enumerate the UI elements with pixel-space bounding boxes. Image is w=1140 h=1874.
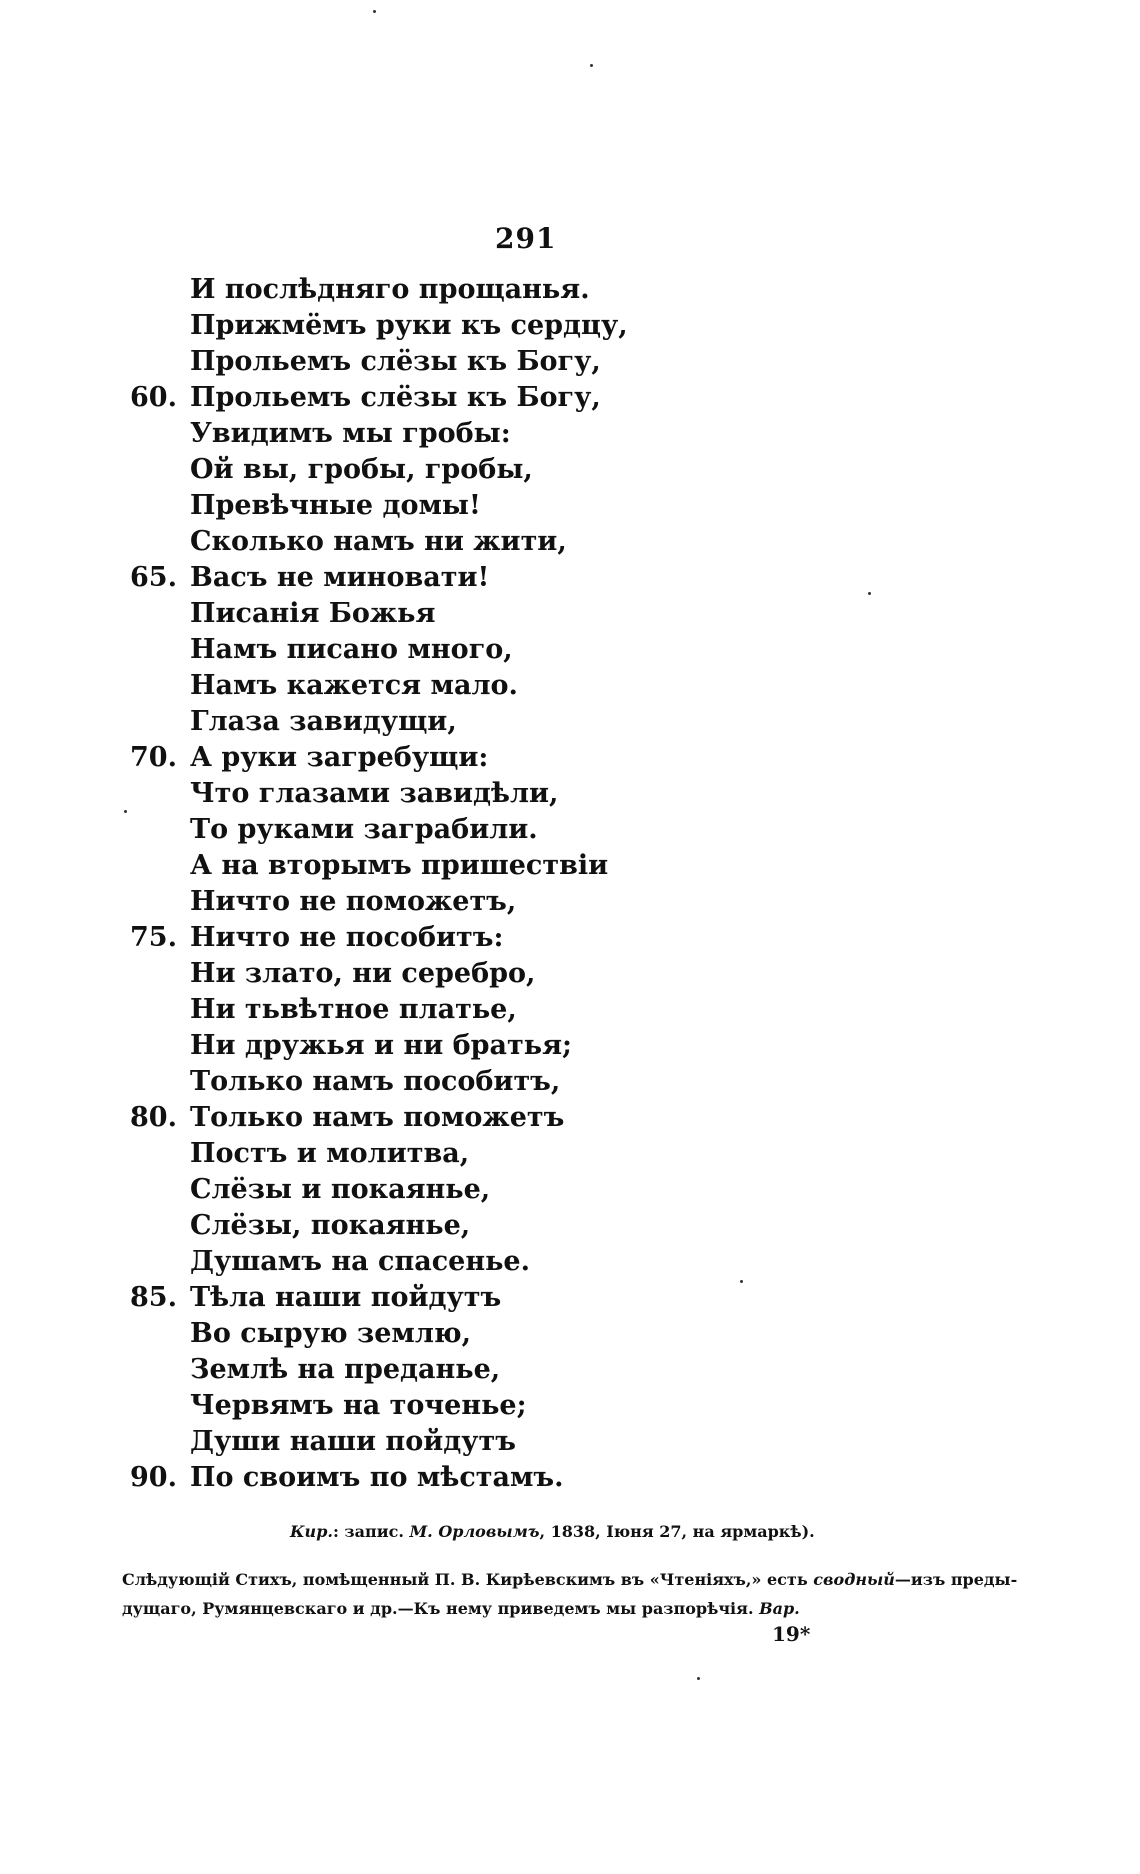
poem-line [130, 776, 730, 812]
line-number: 75. [130, 922, 177, 953]
source-citation [290, 1522, 815, 1541]
note-line-2-part-b: Вар. [759, 1599, 800, 1618]
note-line-2 [122, 1594, 922, 1623]
poem-line [130, 416, 730, 452]
line-text: Васъ не миновати! [190, 562, 490, 593]
poem-line [130, 1316, 730, 1352]
line-text: Ничто не пособитъ: [190, 922, 504, 953]
line-text: Только намъ пособитъ, [190, 1066, 561, 1097]
scan-speck [740, 1280, 743, 1283]
scan-speck [373, 10, 376, 13]
poem-line [130, 380, 730, 416]
poem-line [130, 920, 730, 956]
poem-line [130, 668, 730, 704]
source-abbreviation: Кир. [290, 1522, 333, 1541]
poem-line [130, 740, 730, 776]
line-text: Прижмёмъ руки къ сердцу, [190, 310, 628, 341]
note-line-1-part-c: —изъ преды- [894, 1570, 1018, 1589]
poem-line [130, 1208, 730, 1244]
line-text: А руки загребущи: [190, 742, 489, 773]
line-text: Во сырую землю, [190, 1318, 471, 1349]
scan-speck [124, 810, 127, 813]
line-text: Что глазами завидѣли, [190, 778, 559, 809]
signature-mark: 19* [772, 1622, 811, 1646]
poem-line [130, 992, 730, 1028]
scan-speck [868, 592, 871, 595]
note-line-1-part-a: Слѣдующій Стихъ, помѣщенный П. В. Кирѣевскимъ въ «Чтеніяхъ,» есть [122, 1570, 814, 1589]
poem-line [130, 524, 730, 560]
poem-line [130, 1064, 730, 1100]
poem-line [130, 1244, 730, 1280]
poem-line [130, 1424, 730, 1460]
line-text: Сколько намъ ни жити, [190, 526, 567, 557]
line-number: 70. [130, 742, 177, 773]
line-text: Червямъ на точенье; [190, 1390, 527, 1421]
line-text: Глаза завидущи, [190, 706, 457, 737]
line-text: Ни тьвѣтное платье, [190, 994, 517, 1025]
line-text: Ничто не поможетъ, [190, 886, 517, 917]
line-text: Ой вы, гробы, гробы, [190, 454, 533, 485]
poem-line [130, 1388, 730, 1424]
scan-speck [697, 1677, 700, 1680]
page-number: 291 [495, 222, 557, 255]
poem-line [130, 884, 730, 920]
line-text: Землѣ на преданье, [190, 1354, 501, 1385]
line-text: Постъ и молитва, [190, 1138, 470, 1169]
line-number: 90. [130, 1462, 177, 1493]
line-text: Прольемъ слёзы къ Богу, [190, 346, 601, 377]
line-text: По своимъ по мѣстамъ. [190, 1462, 564, 1493]
line-text: Слёзы и покаянье, [190, 1174, 491, 1205]
scan-speck [590, 64, 593, 67]
line-number: 80. [130, 1102, 177, 1133]
poem-line [130, 1028, 730, 1064]
line-text: Намъ кажется мало. [190, 670, 518, 701]
poem-line [130, 1280, 730, 1316]
editorial-note [122, 1565, 1018, 1623]
source-text-1: : запис. [332, 1522, 410, 1541]
poem-line [130, 272, 730, 308]
poem-line [130, 704, 730, 740]
poem-line [130, 848, 730, 884]
line-text: Прольемъ слёзы къ Богу, [190, 382, 601, 413]
source-text-2: , 1838, Іюня 27, на ярмаркѣ). [539, 1522, 815, 1541]
poem-line [130, 1100, 730, 1136]
poem-line [130, 812, 730, 848]
note-line-1 [122, 1565, 1018, 1594]
line-text: То руками заграбили. [190, 814, 538, 845]
line-text: Слёзы, покаянье, [190, 1210, 471, 1241]
poem-line [130, 488, 730, 524]
source-recorder: М. Орловымъ [409, 1522, 540, 1541]
poem-line [130, 344, 730, 380]
poem-line [130, 956, 730, 992]
note-line-1-part-b: сводный [813, 1570, 895, 1589]
poem-line [130, 632, 730, 668]
line-text: Превѣчные домы! [190, 490, 481, 521]
line-text: Ни дружья и ни братья; [190, 1030, 572, 1061]
line-text: Ни злато, ни серебро, [190, 958, 536, 989]
poem-text [130, 272, 730, 1496]
poem-line [130, 1136, 730, 1172]
line-text: Писанія Божья [190, 598, 436, 629]
poem-line [130, 1172, 730, 1208]
poem-line [130, 452, 730, 488]
line-text: Намъ писано много, [190, 634, 513, 665]
line-number: 60. [130, 382, 177, 413]
poem-line [130, 308, 730, 344]
poem-line [130, 1352, 730, 1388]
poem-line [130, 596, 730, 632]
line-text: Увидимъ мы гробы: [190, 418, 511, 449]
poem-line [130, 1460, 730, 1496]
line-number: 65. [130, 562, 177, 593]
line-number: 85. [130, 1282, 177, 1313]
note-line-2-part-a: дущаго, Румянцевскаго и др.—Къ нему приведемъ мы разпорѣчія. [122, 1599, 760, 1618]
line-text: Тѣла наши пойдутъ [190, 1282, 502, 1313]
line-text: Души наши пойдутъ [190, 1426, 516, 1457]
line-text: А на вторымъ пришествіи [190, 850, 609, 881]
poem-line [130, 560, 730, 596]
line-text: Душамъ на спасенье. [190, 1246, 531, 1277]
line-text: И послѣдняго прощанья. [190, 274, 590, 305]
line-text: Только намъ поможетъ [190, 1102, 565, 1133]
